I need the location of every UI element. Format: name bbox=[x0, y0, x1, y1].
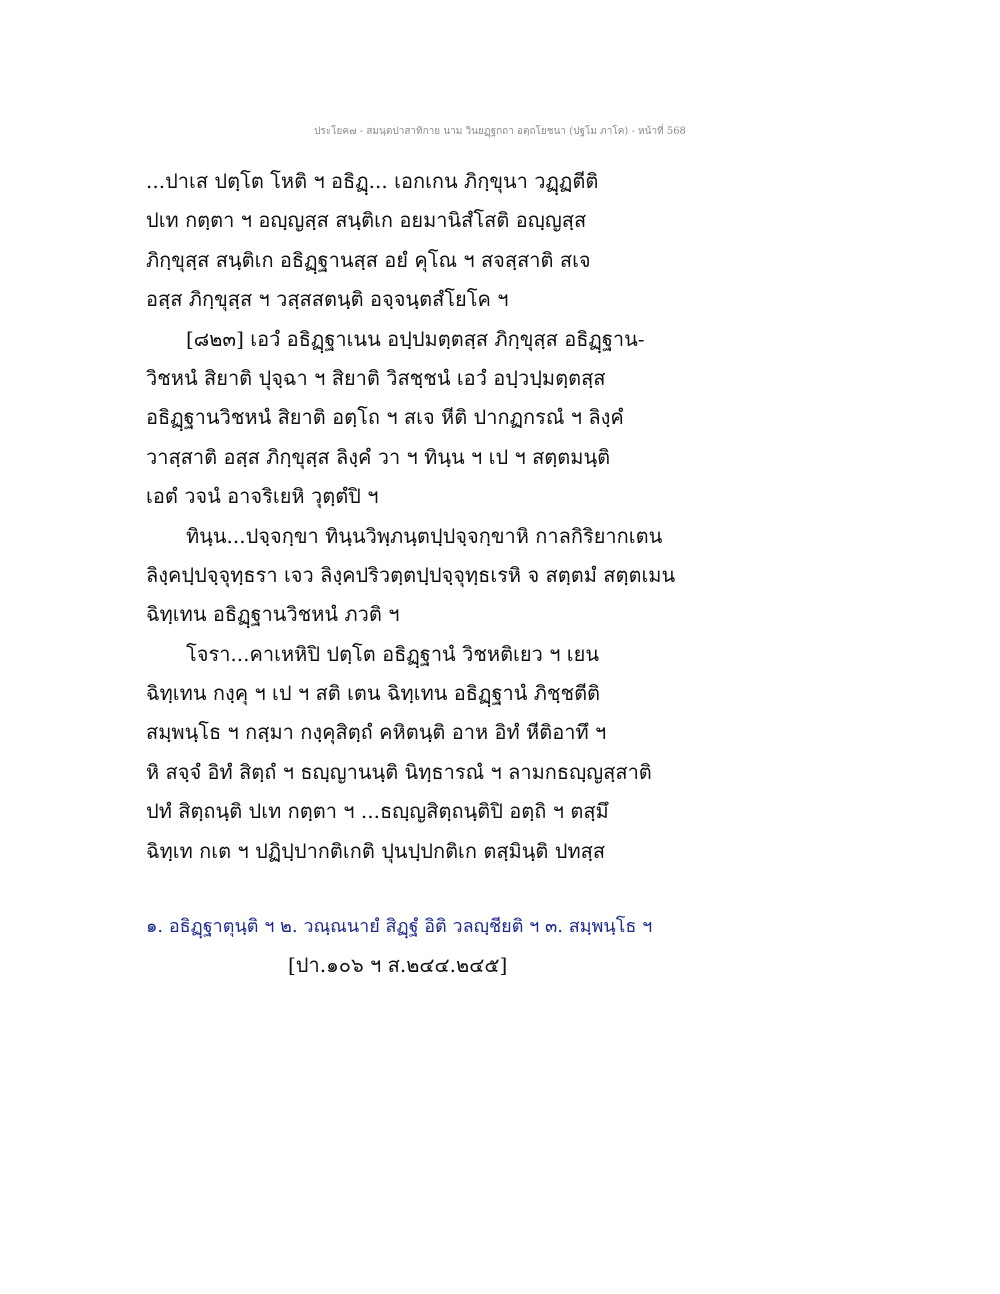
body-text bbox=[146, 162, 886, 871]
text-line: ปทํ สิตฺถนฺติ ปเท กตฺตา ฯ ...ธญฺญสิตฺถนฺติปิ อตฺถิ ฯ ตสฺมึ bbox=[146, 799, 609, 824]
text-line: ฉิทฺเทน กงฺคุ ฯ เป ฯ สติ เตน ฉิทฺเทน อธิฏฺฐานํ ภิชฺชตีติ bbox=[146, 681, 601, 706]
paragraph-start-dinna: ทินฺน...ปจฺจกฺขา ทินฺนวิพฺภนฺตปฺปจฺจกฺขาหิ กาลกิริยากเตน bbox=[186, 523, 663, 548]
text-line: ลิงฺคปฺปจฺจุทฺธรา เจว ลิงฺคปริวตฺตปฺปจฺจุทฺธเรหิ จ สตฺตมํ สตฺตเมน bbox=[146, 562, 676, 587]
text-line: ภิกฺขุสฺส สนฺติเก อธิฏฺฐานสฺส อยํ คุโณ ฯ สจสฺสาติ สเจ bbox=[146, 247, 591, 272]
text-line: อสฺส ภิกฺขุสฺส ฯ วสฺสสตนฺติ อจฺจนฺตสํโยโค ฯ bbox=[146, 287, 509, 312]
text-line: อธิฏฺฐานวิชหนํ สิยาติ อตฺโถ ฯ สเจ หีติ ปากฏกรณํ ฯ ลิงฺคํ bbox=[146, 405, 624, 430]
text-line: วาสฺสาติ อสฺส ภิกฺขุสฺส ลิงฺคํ วา ฯ ทินฺน ฯ เป ฯ สตฺตมนฺติ bbox=[146, 444, 611, 469]
text-line: สมฺพนฺโธ ฯ กสฺมา กงฺคุสิตฺถํ คหิตนฺติ อาห อิทํ หีติอาทึ ฯ bbox=[146, 720, 607, 745]
page-reference: [ปา.๑๐๖ ฯ ส.๒๔๔.๒๔๕] bbox=[288, 953, 508, 977]
paragraph-start-823: [๘๒๓] เอวํ อธิฏฺฐาเนน อปฺปมตฺตสฺส ภิกฺขุสฺส อธิฏฺฐาน- bbox=[186, 326, 645, 351]
text-line: วิชหนํ สิยาติ ปุจฺฉา ฯ สิยาติ วิสชฺชนํ เอวํ อปฺวปฺมตฺตสฺส bbox=[146, 365, 606, 390]
text-line: ...ปาเส ปตฺโต โหติ ฯ อธิฏฺ... เอกเกน ภิกฺขุนา วฏฺฏตีติ bbox=[146, 169, 599, 193]
text-line: หิ สจฺจํ อิทํ สิตฺถํ ฯ ธญฺญานนฺติ นิทฺธารณํ ฯ ลามกธญฺญสฺสาติ bbox=[146, 759, 652, 784]
paragraph-start-cora: โจรา...คาเหหิปิ ปตฺโต อธิฏฺฐานํ วิชหติเยว ฯ เยน bbox=[186, 641, 600, 666]
footnotes: ๑. อธิฏฺฐาตุนฺติ ฯ ๒. วณฺณนายํ สิฏฺฐํ อิติ วลญฺชียติ ฯ ๓. สมฺพนฺโธ ฯ bbox=[146, 916, 653, 937]
text-line: ฉิทฺเท กเต ฯ ปฏิปฺปากติเกติ ปุนปฺปกติเก ตสฺมินฺติ ปทสฺส bbox=[146, 838, 606, 863]
running-header: ประโยค๗ - สมนฺตปาสาทิกาย นาม วินยฏฺฐกถา อตฺถโยชนา (ปฐโม ภาโค) - หน้าที่ 568 bbox=[314, 126, 686, 137]
text-line: ปเท กตฺตา ฯ อญฺญสฺส สนฺติเก อยมานิสํโสติ อญฺญสฺส bbox=[146, 208, 587, 233]
text-line: ฉิทฺเทน อธิฏฺฐานวิชหนํ ภวติ ฯ bbox=[146, 602, 400, 627]
text-line: เอตํ วจนํ อาจริเยหิ วุตฺตํปิ ฯ bbox=[146, 484, 379, 509]
